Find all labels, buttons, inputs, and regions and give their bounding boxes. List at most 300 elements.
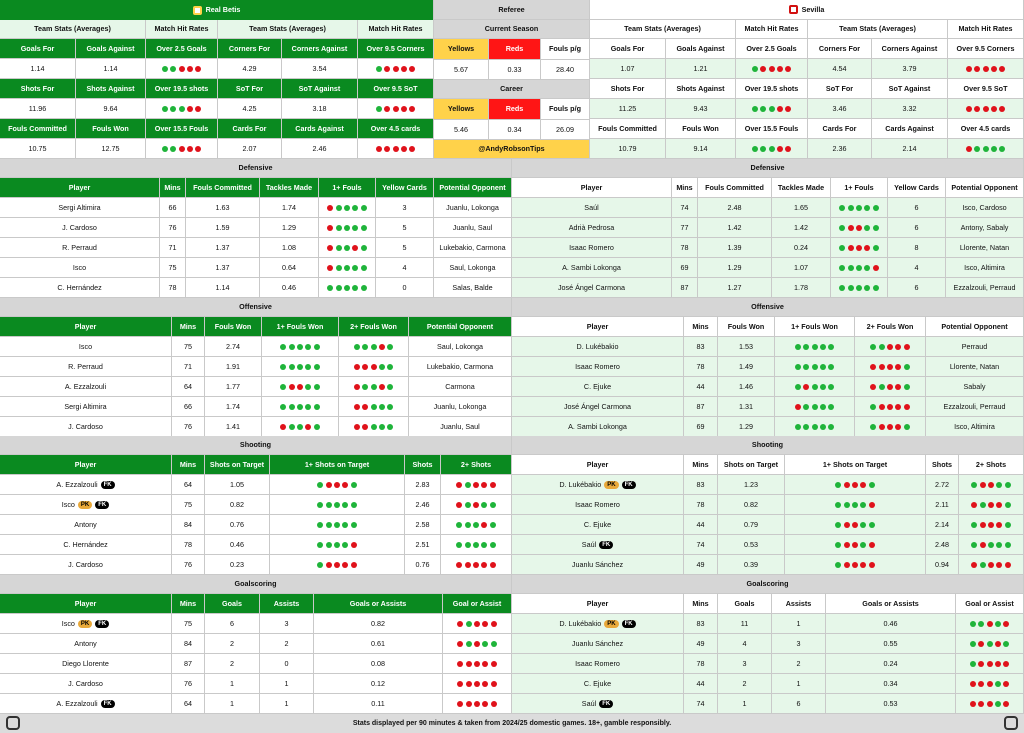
team-stats-label-row xyxy=(590,119,1024,139)
stat-cell xyxy=(172,555,205,575)
miss-dot-icon xyxy=(974,106,980,112)
sevilla-section-title: Offensive xyxy=(512,298,1024,317)
miss-dot-icon xyxy=(482,621,488,627)
miss-dot-icon xyxy=(474,641,480,647)
stat-cell xyxy=(339,397,409,417)
stat-text: 44 xyxy=(696,519,705,529)
stat-label: Goals Against xyxy=(666,39,736,59)
hit-dot-icon xyxy=(336,265,342,271)
miss-dot-icon xyxy=(887,344,893,350)
miss-dot-icon xyxy=(379,344,385,350)
stat-text: 6 xyxy=(230,618,234,628)
penalty-taker-badge: PK xyxy=(604,481,618,489)
miss-dot-icon xyxy=(379,384,385,390)
stat-cell xyxy=(772,258,831,278)
stat-text: 64 xyxy=(184,381,192,391)
stat-cell xyxy=(339,377,409,397)
betis_goal-table xyxy=(0,594,512,714)
stat-text: 6 xyxy=(796,698,801,708)
stat-text: 0.61 xyxy=(371,638,385,648)
stat-text: 0.64 xyxy=(282,262,296,272)
table-row xyxy=(0,357,512,377)
hit-dot-icon xyxy=(342,542,348,548)
stat-text: 1.42 xyxy=(727,222,742,232)
miss-dot-icon xyxy=(966,106,972,112)
player-name xyxy=(512,218,672,238)
hit-dot-icon xyxy=(334,542,340,548)
stat-cell xyxy=(718,694,772,714)
miss-dot-icon xyxy=(974,66,980,72)
stat-cell xyxy=(684,694,718,714)
miss-dot-icon xyxy=(895,424,901,430)
stat-text: Llorente, Natan xyxy=(959,242,1010,252)
hit-dot-icon xyxy=(379,364,385,370)
match-hit-rates-label: Match Hit Rates xyxy=(736,20,808,39)
player-name-text: D. Lukébakio xyxy=(559,479,602,489)
stat-cell xyxy=(926,475,959,495)
ref-value-0: 5.46 xyxy=(434,120,489,140)
hit-dot-icon xyxy=(752,66,758,72)
stat-label: Cards For xyxy=(808,119,872,139)
hit-dot-icon xyxy=(376,66,382,72)
player-name xyxy=(512,535,684,555)
stat-text: 2.74 xyxy=(226,341,240,351)
team-stats-averages-label: Team Stats (Averages) xyxy=(0,20,146,39)
miss-dot-icon xyxy=(996,502,1002,508)
hit-dot-icon xyxy=(864,265,870,271)
player-name xyxy=(0,238,160,258)
stat-text: 44 xyxy=(696,381,705,391)
stat-cell xyxy=(785,555,926,575)
miss-dot-icon xyxy=(474,661,480,667)
free-kick-taker-badge: FK xyxy=(622,481,636,489)
stat-text: 3 xyxy=(284,618,289,628)
player-name-text: D. Lukébakio xyxy=(576,341,619,351)
stat-text: 3 xyxy=(402,202,407,212)
miss-dot-icon xyxy=(1003,621,1009,627)
miss-dot-icon xyxy=(401,66,407,72)
stat-cell xyxy=(826,674,956,694)
stat-text: 1.77 xyxy=(226,381,240,391)
miss-dot-icon xyxy=(852,482,858,488)
miss-dot-icon xyxy=(987,661,993,667)
stat-cell xyxy=(718,535,785,555)
stat-text: 71 xyxy=(184,361,192,371)
table-row xyxy=(512,634,1024,654)
free-kick-taker-badge: FK xyxy=(95,620,109,628)
stat-cell xyxy=(698,258,772,278)
free-kick-taker-badge: FK xyxy=(599,541,613,549)
stat-cell xyxy=(956,614,1024,634)
stat-cell xyxy=(888,278,946,298)
hit-dot-icon xyxy=(361,245,367,251)
stat-text: 0.76 xyxy=(415,559,430,569)
stat-cell xyxy=(775,397,855,417)
brand-logo-icon-right xyxy=(1004,716,1018,730)
penalty-taker-badge: PK xyxy=(78,501,92,509)
stat-value: 3.32 xyxy=(872,99,948,119)
miss-dot-icon xyxy=(999,66,1005,72)
hit-dot-icon xyxy=(481,502,487,508)
stat-cell xyxy=(684,337,718,357)
hit-dot-icon xyxy=(991,146,997,152)
stat-text: 78 xyxy=(680,242,689,252)
betis-header: Real Betis xyxy=(0,0,434,20)
stat-label: Over 19.5 shots xyxy=(146,79,218,99)
stat-cell xyxy=(205,495,270,515)
ref-label-0: Yellows xyxy=(434,99,489,120)
miss-dot-icon xyxy=(887,424,893,430)
column-header: Goals or Assists xyxy=(826,594,956,614)
hit-dot-icon xyxy=(162,66,168,72)
miss-dot-icon xyxy=(860,482,866,488)
table-row xyxy=(0,278,512,298)
stat-cell xyxy=(441,515,512,535)
stat-cell xyxy=(205,417,262,437)
column-header: Assists xyxy=(772,594,826,614)
column-header: Shots xyxy=(405,455,441,475)
stat-cell xyxy=(718,614,772,634)
stat-value xyxy=(358,99,434,119)
stat-text: 66 xyxy=(168,202,177,212)
player-name-text: C. Ejuke xyxy=(583,381,612,391)
stat-cell xyxy=(172,614,205,634)
miss-dot-icon xyxy=(362,364,368,370)
hit-dot-icon xyxy=(326,522,332,528)
stat-text: 2.46 xyxy=(415,499,430,509)
miss-dot-icon xyxy=(351,562,357,568)
miss-dot-icon xyxy=(769,66,775,72)
team-stats-value-row xyxy=(590,59,1024,79)
stat-value xyxy=(146,139,218,159)
stat-cell xyxy=(409,417,512,437)
hit-dot-icon xyxy=(297,404,303,410)
player-name-text: A. Sambi Lokonga xyxy=(568,421,627,431)
stat-cell xyxy=(718,674,772,694)
stat-cell xyxy=(441,555,512,575)
column-header: Potential Opponent xyxy=(926,317,1024,337)
player-name-text: A. Ezzalzouli xyxy=(56,479,98,489)
hit-dot-icon xyxy=(361,205,367,211)
stat-text: Juanlu, Lokonga xyxy=(433,401,487,411)
hit-dot-icon xyxy=(839,225,845,231)
stat-value xyxy=(948,139,1024,159)
miss-dot-icon xyxy=(466,701,472,707)
column-header: Mins xyxy=(172,594,205,614)
miss-dot-icon xyxy=(466,661,472,667)
stat-cell xyxy=(718,515,785,535)
player-name xyxy=(512,278,672,298)
stat-cell xyxy=(443,654,512,674)
miss-dot-icon xyxy=(384,106,390,112)
hit-dot-icon xyxy=(352,285,358,291)
player-name-text: Saúl xyxy=(581,698,597,708)
miss-dot-icon xyxy=(457,681,463,687)
hit-dot-icon xyxy=(873,285,879,291)
hit-dot-icon xyxy=(835,562,841,568)
player-name-text: Diego Llorente xyxy=(62,658,109,668)
current-season-values xyxy=(434,60,590,80)
stat-text: 0.24 xyxy=(794,242,808,252)
stat-cell xyxy=(718,417,775,437)
miss-dot-icon xyxy=(354,404,360,410)
hit-dot-icon xyxy=(491,641,497,647)
miss-dot-icon xyxy=(351,542,357,548)
stat-text: Saul, Lokonga xyxy=(437,341,483,351)
hit-dot-icon xyxy=(351,482,357,488)
miss-dot-icon xyxy=(856,225,862,231)
hit-dot-icon xyxy=(904,424,910,430)
player-name xyxy=(0,198,160,218)
hit-dot-icon xyxy=(971,542,977,548)
sevilla-section-title: Shooting xyxy=(512,436,1024,455)
player-name-text: C. Hernández xyxy=(57,282,102,292)
hit-dot-icon xyxy=(344,225,350,231)
stat-cell xyxy=(205,515,270,535)
column-header: Mins xyxy=(172,455,205,475)
stat-cell xyxy=(772,674,826,694)
player-name-text: Antony xyxy=(74,519,97,529)
stat-text: Perraud xyxy=(961,341,988,351)
stat-cell xyxy=(409,377,512,397)
stat-text: 87 xyxy=(696,401,705,411)
stat-text: Saul, Lokonga xyxy=(449,262,496,272)
hit-dot-icon xyxy=(362,344,368,350)
stat-text: 3 xyxy=(796,638,801,648)
miss-dot-icon xyxy=(409,106,415,112)
column-header: Fouls Committed xyxy=(698,178,772,198)
stat-text: 2 xyxy=(796,658,801,668)
hit-dot-icon xyxy=(314,364,320,370)
sevilla_shoot-table xyxy=(512,455,1024,575)
hit-dot-icon xyxy=(970,641,976,647)
stat-label: Shots Against xyxy=(76,79,146,99)
stat-cell xyxy=(959,555,1024,575)
hit-dot-icon xyxy=(327,285,333,291)
stat-cell xyxy=(826,614,956,634)
miss-dot-icon xyxy=(481,522,487,528)
table-row xyxy=(0,674,512,694)
stat-cell xyxy=(262,397,339,417)
hit-dot-icon xyxy=(828,384,834,390)
table-row xyxy=(512,357,1024,377)
hit-dot-icon xyxy=(879,344,885,350)
hit-dot-icon xyxy=(812,384,818,390)
player-name-text: Juanlu Sánchez xyxy=(571,638,624,648)
hit-dot-icon xyxy=(465,502,471,508)
miss-dot-icon xyxy=(474,681,480,687)
stat-cell xyxy=(186,278,260,298)
miss-dot-icon xyxy=(195,66,201,72)
stat-cell xyxy=(441,535,512,555)
hit-dot-icon xyxy=(280,404,286,410)
player-name-text: Adrià Pedrosa xyxy=(568,222,615,232)
stat-cell xyxy=(684,377,718,397)
hit-dot-icon xyxy=(481,542,487,548)
column-header: Yellow Cards xyxy=(376,178,434,198)
team-stats-label-row xyxy=(0,39,434,59)
hit-dot-icon xyxy=(297,344,303,350)
hit-dot-icon xyxy=(860,522,866,528)
hit-dot-icon xyxy=(988,542,994,548)
column-header: Potential Opponent xyxy=(946,178,1024,198)
hit-dot-icon xyxy=(317,482,323,488)
hit-dot-icon xyxy=(289,424,295,430)
miss-dot-icon xyxy=(978,661,984,667)
miss-dot-icon xyxy=(999,106,1005,112)
hit-dot-icon xyxy=(305,404,311,410)
hit-dot-icon xyxy=(170,146,176,152)
player-name-text: Sergi Altimira xyxy=(64,401,107,411)
stat-label: Over 4.5 cards xyxy=(358,119,434,139)
stat-cell xyxy=(775,357,855,377)
hit-dot-icon xyxy=(864,285,870,291)
hit-dot-icon xyxy=(342,522,348,528)
stat-cell xyxy=(434,238,512,258)
stat-cell xyxy=(684,674,718,694)
player-name-text: José Ángel Carmona xyxy=(563,401,632,411)
stat-cell xyxy=(772,614,826,634)
miss-dot-icon xyxy=(305,424,311,430)
hit-dot-icon xyxy=(314,384,320,390)
hit-dot-icon xyxy=(856,205,862,211)
column-header: Yellow Cards xyxy=(888,178,946,198)
stat-cell xyxy=(260,634,314,654)
miss-dot-icon xyxy=(983,66,989,72)
stat-cell xyxy=(262,377,339,397)
stat-text: 4 xyxy=(914,262,919,272)
stat-cell xyxy=(314,614,443,634)
miss-dot-icon xyxy=(978,701,984,707)
hit-dot-icon xyxy=(996,542,1002,548)
miss-dot-icon xyxy=(473,562,479,568)
miss-dot-icon xyxy=(870,384,876,390)
betis-team-stats xyxy=(0,20,434,159)
stat-text: Lukebakio, Carmona xyxy=(426,361,494,371)
column-header: Goals xyxy=(718,594,772,614)
sevilla_goal-table xyxy=(512,594,1024,714)
table-row xyxy=(512,397,1024,417)
hit-dot-icon xyxy=(812,424,818,430)
brand-logo-icon xyxy=(6,716,20,730)
miss-dot-icon xyxy=(457,661,463,667)
stat-text: 0.34 xyxy=(883,678,898,688)
stat-cell xyxy=(956,674,1024,694)
stat-text: 74 xyxy=(696,698,705,708)
player-name xyxy=(0,674,172,694)
stat-text: 0.82 xyxy=(744,499,758,509)
stat-label: Corners Against xyxy=(872,39,948,59)
team-stats-header xyxy=(0,20,434,39)
column-header: Mins xyxy=(684,317,718,337)
stat-cell xyxy=(405,535,441,555)
stat-cell xyxy=(205,377,262,397)
miss-dot-icon xyxy=(978,641,984,647)
stat-text: 6 xyxy=(914,282,919,292)
player-name-text: J. Cardoso xyxy=(68,559,103,569)
stat-cell xyxy=(186,218,260,238)
hit-dot-icon xyxy=(352,205,358,211)
miss-dot-icon xyxy=(785,146,791,152)
team-stats-label-row xyxy=(0,119,434,139)
stat-label: Goals For xyxy=(590,39,666,59)
stat-cell xyxy=(376,198,434,218)
stat-cell xyxy=(888,198,946,218)
table-header-row xyxy=(512,178,1024,198)
hit-dot-icon xyxy=(1005,482,1011,488)
stat-text: 44 xyxy=(696,678,705,688)
table-header-row xyxy=(0,455,512,475)
miss-dot-icon xyxy=(860,562,866,568)
player-name xyxy=(0,397,172,417)
stat-text: 0.53 xyxy=(883,698,898,708)
hit-dot-icon xyxy=(473,522,479,528)
hit-dot-icon xyxy=(314,344,320,350)
hit-dot-icon xyxy=(456,522,462,528)
stat-cell xyxy=(775,377,855,397)
stat-cell xyxy=(319,238,376,258)
stat-text: 1.53 xyxy=(739,341,753,351)
miss-dot-icon xyxy=(393,66,399,72)
miss-dot-icon xyxy=(456,502,462,508)
hit-dot-icon xyxy=(490,542,496,548)
stat-cell xyxy=(772,654,826,674)
miss-dot-icon xyxy=(987,681,993,687)
stat-text: Lukebakio, Carmona xyxy=(439,242,506,252)
stat-cell xyxy=(319,198,376,218)
stat-cell xyxy=(956,634,1024,654)
hit-dot-icon xyxy=(839,245,845,251)
table-row xyxy=(0,535,512,555)
stat-label: Cards For xyxy=(218,119,282,139)
stat-value: 4.29 xyxy=(218,59,282,79)
stat-cell xyxy=(775,337,855,357)
miss-dot-icon xyxy=(473,482,479,488)
miss-dot-icon xyxy=(777,106,783,112)
stat-cell xyxy=(172,417,205,437)
stat-text: 1.91 xyxy=(226,361,240,371)
column-header: Assists xyxy=(260,594,314,614)
stat-cell xyxy=(772,278,831,298)
player-name xyxy=(0,278,160,298)
hit-dot-icon xyxy=(465,542,471,548)
betis-section-title: Goalscoring xyxy=(0,575,512,594)
miss-dot-icon xyxy=(289,384,295,390)
stat-cell xyxy=(718,377,775,397)
betis-section-title: Defensive xyxy=(0,159,512,178)
stat-value: 1.07 xyxy=(590,59,666,79)
hit-dot-icon xyxy=(490,502,496,508)
stat-text: 64 xyxy=(184,479,192,489)
ref-label-2: Fouls p/g xyxy=(541,99,590,120)
stat-cell xyxy=(926,535,959,555)
player-name xyxy=(512,198,672,218)
stat-value: 2.07 xyxy=(218,139,282,159)
ref-value-1: 0.34 xyxy=(489,120,541,140)
stat-cell xyxy=(172,337,205,357)
miss-dot-icon xyxy=(491,701,497,707)
miss-dot-icon xyxy=(384,66,390,72)
miss-dot-icon xyxy=(482,681,488,687)
hit-dot-icon xyxy=(280,344,286,350)
player-name xyxy=(512,495,684,515)
stat-value: 1.21 xyxy=(666,59,736,79)
hit-dot-icon xyxy=(179,106,185,112)
hit-dot-icon xyxy=(873,245,879,251)
miss-dot-icon xyxy=(844,482,850,488)
hit-dot-icon xyxy=(379,404,385,410)
hit-dot-icon xyxy=(987,641,993,647)
